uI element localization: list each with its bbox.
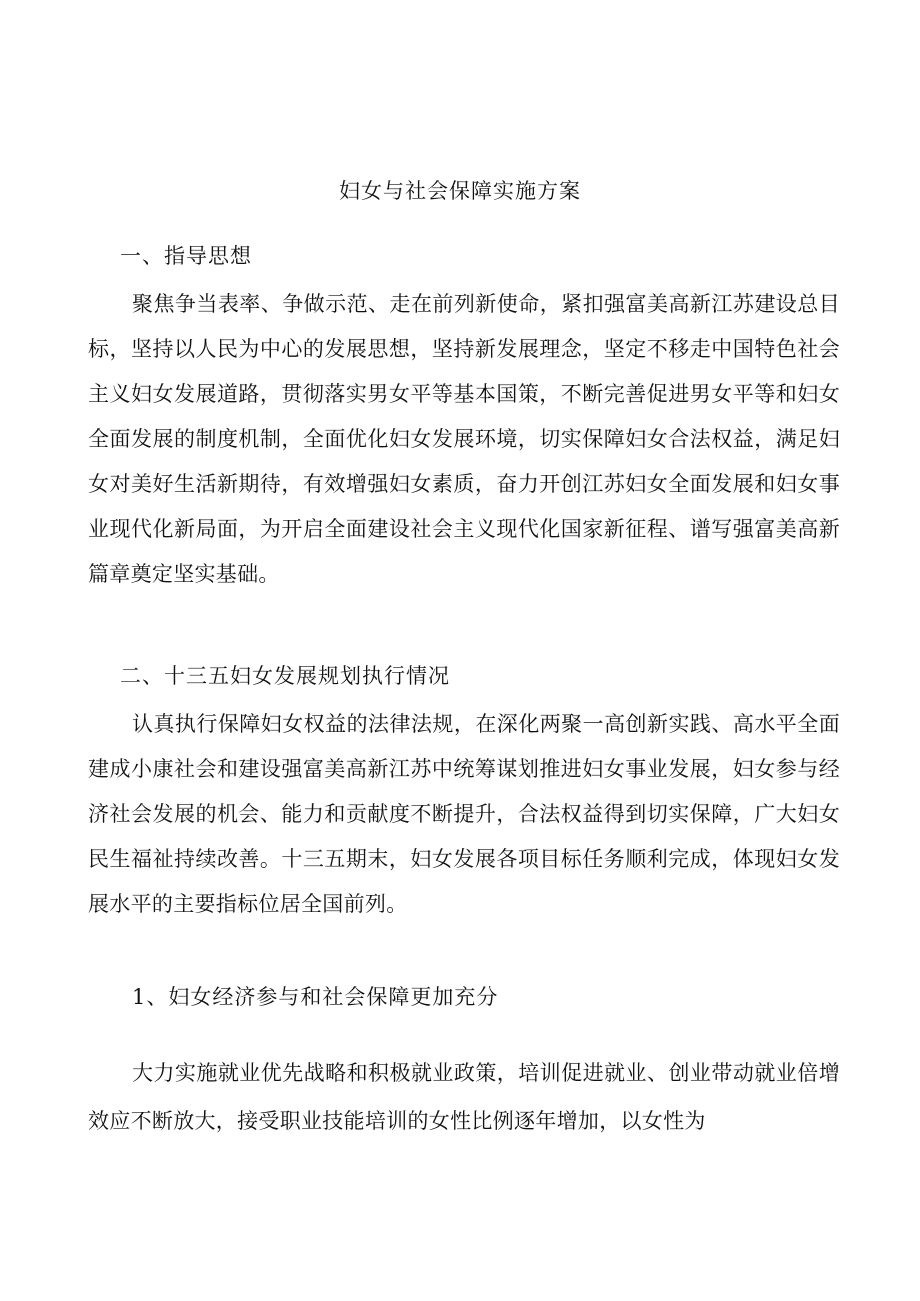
section-heading-guiding-ideology: 一、指导思想 bbox=[120, 244, 252, 268]
section-heading-plan-execution: 二、十三五妇女发展规划执行情况 bbox=[120, 664, 450, 688]
section-paragraph-guiding-ideology: 聚焦争当表率、争做示范、走在前列新使命，紧扣强富美高新江苏建设总目标，坚持以人民为中心的发展思想，坚持新发展理念，坚定不移走中国特色社会主义妇女发展道路，贯彻落实男女平等基本国策，不断完善促进男女平等和妇女全面发展的制度机制，全面优化妇女发展环境，切实保障妇女合法权益，满足妇女对美好生活新期待，有效增强妇女素质，奋力开创江苏妇女全面发展和妇女事业现代化新局面，为开启全面建设社会主义现代化国家新征程、谱写强富美高新篇章奠定坚实基础。 bbox=[88, 292, 840, 586]
document-title: 妇女与社会保障实施方案 bbox=[339, 179, 581, 203]
section-paragraph-plan-execution: 认真执行保障妇女权益的法律法规，在深化两聚一高创新实践、高水平全面建成小康社会和建设强富美高新江苏中统筹谋划推进妇女事业发展，妇女参与经济社会发展的机会、能力和贡献度不断提升，合法权益得到切实保障，广大妇女民生福祉持续改善。十三五期末，妇女发展各项目标任务顺利完成，体现妇女发展水平的主要指标位居全国前列。 bbox=[88, 712, 840, 916]
subsection-heading-economic-participation: 1、妇女经济参与和社会保障更加充分 bbox=[132, 985, 499, 1009]
subsection-paragraph-economic-participation: 大力实施就业优先战略和积极就业政策，培训促进就业、创业带动就业倍增效应不断放大，接受职业技能培训的女性比例逐年增加，以女性为 bbox=[88, 1061, 840, 1133]
